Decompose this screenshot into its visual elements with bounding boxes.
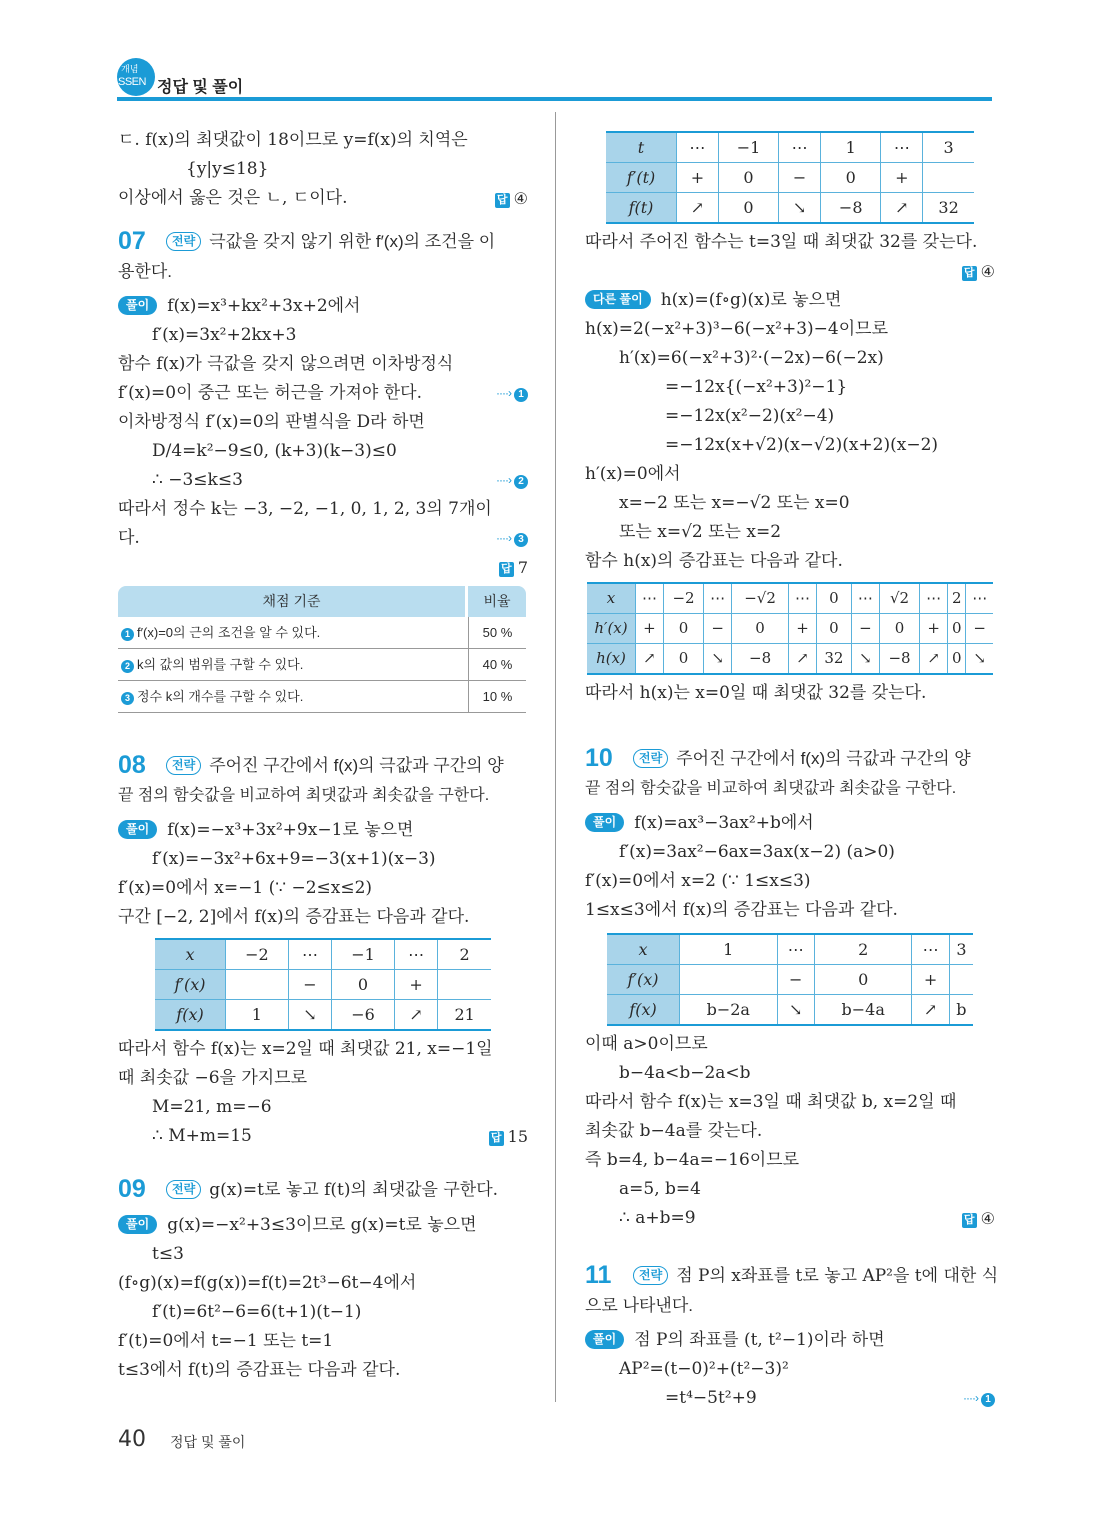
table-cell: f′(t) (606, 163, 677, 193)
question-number: 10 (585, 744, 613, 772)
text-line: f′(t)=0에서 t=−1 또는 t=1 (118, 1331, 334, 1351)
table-cell: ⋯ (912, 934, 949, 965)
table-cell: b−2a (680, 995, 778, 1026)
table-cell: + (881, 163, 923, 193)
q08-strategy: 08 전략 주어진 구간에서 f(x)의 극값과 구간의 양 (118, 751, 504, 779)
text-line: ∴ −3≤k≤3 ····› 2 (118, 466, 528, 495)
text-line: 용한다. (118, 262, 172, 281)
q07-solution-start: 풀이 f(x)=x³+kx²+3x+2에서 (118, 292, 528, 321)
table-cell: − (288, 970, 331, 1000)
table-cell: ⋯ (966, 583, 993, 614)
table-cell: ⋯ (677, 132, 719, 163)
q09-solution-start: 풀이 g(x)=−x²+3≤3이므로 g(x)=t로 놓으면 (118, 1211, 528, 1240)
table-cell: −6 (332, 1000, 395, 1031)
table-cell: 0 (816, 583, 851, 614)
text-line: 따라서 정수 k는 −3, −2, −1, 0, 1, 2, 3의 7개이 (118, 499, 492, 519)
page-header (117, 58, 992, 102)
table-cell: + (636, 614, 664, 644)
answer-icon: 답 (495, 193, 510, 208)
text-line: (f∘g)(x)=f(g(x))=f(t)=2t³−6t−4에서 (118, 1273, 417, 1293)
text-line: =−12x(x²−2)(x²−4) (665, 406, 835, 426)
table-cell: ⋯ (288, 939, 331, 970)
text-line: f′(t)=6t²−6=6(t+1)(t−1) (152, 1302, 362, 1322)
table-cell: ↗ (636, 644, 664, 675)
page-number: 40 (118, 1427, 146, 1452)
solution-badge: 풀이 (118, 1215, 157, 1234)
solution-badge: 풀이 (118, 296, 157, 315)
table-cell: ⋯ (851, 583, 879, 614)
table-cell: 0 (821, 163, 881, 193)
table-cell: ↗ (677, 193, 719, 224)
scoring-table: 채점 기준 비율 1 f′(x)=0의 근의 조건을 알 수 있다. 50 % 2 k의 값의 범위를 구할 수 있다. 40 % 3 정수 k의 개수를 구할 수 있다. 10 % (118, 586, 526, 713)
table-cell: 0 (718, 193, 778, 224)
q09-strategy: 09 전략 g(x)=t로 놓고 f(t)의 최댓값을 구한다. (118, 1175, 499, 1203)
answer-icon: 답 (499, 562, 514, 577)
text-line: 구간 [−2, 2]에서 f(x)의 증감표는 다음과 같다. (118, 907, 470, 927)
table-cell: ⋯ (881, 132, 923, 163)
table-cell: f(x) (607, 995, 680, 1026)
table-cell: −8 (821, 193, 881, 224)
table-cell: 32 (816, 644, 851, 675)
table-cell: + (677, 163, 719, 193)
table-cell: ⋯ (704, 583, 732, 614)
table-cell: 32 (923, 193, 974, 224)
footer-title: 정답 및 풀이 (170, 1434, 246, 1450)
table-cell: 1 (226, 1000, 289, 1031)
answer-mark: 답 ④ (962, 1204, 995, 1233)
q10-variation-table (607, 933, 973, 1026)
strategy-badge: 전략 (166, 756, 201, 775)
table-cell: ⋯ (789, 583, 817, 614)
table-cell: x (607, 934, 680, 965)
text-line: {y|y≤18} (186, 159, 269, 179)
table-cell: ↗ (789, 644, 817, 675)
table-cell: ↘ (704, 644, 732, 675)
column-divider (555, 112, 556, 1402)
table-cell: 0 (816, 614, 851, 644)
text-line: 끝 점의 함숫값을 비교하여 최댓값과 최솟값을 구한다. (585, 780, 957, 797)
answer-icon: 답 (489, 1131, 504, 1146)
text-line: ㄷ. f(x)의 최댓값이 18이므로 y=f(x)의 치역은 (118, 130, 468, 150)
text-line: 1≤x≤3에서 f(x)의 증감표는 다음과 같다. (585, 900, 898, 920)
table-cell: − (851, 614, 879, 644)
text-line: f′(x)=0에서 x=−1 (∵ −2≤x≤2) (118, 878, 373, 898)
text-line: h(x)=2(−x²+3)³−6(−x²+3)−4이므로 (585, 319, 889, 339)
table-cell (949, 965, 973, 995)
table-cell: 3 (949, 934, 973, 965)
table-row: 2 k의 값의 범위를 구할 수 있다. 40 % (118, 649, 526, 681)
table-cell: + (912, 965, 949, 995)
table-cell: −2 (226, 939, 289, 970)
strategy-badge: 전략 (166, 1180, 201, 1199)
text-line: =−12x(x+√2)(x−√2)(x+2)(x−2) (665, 435, 939, 455)
question-number: 07 (118, 227, 146, 255)
h-variation-table (587, 582, 993, 675)
text-line: 이상에서 옳은 것은 ㄴ, ㄷ이다. 답 ④ (118, 184, 528, 213)
text-line: 최솟값 b−4a를 갖는다. (585, 1121, 763, 1141)
table-cell: ↘ (779, 193, 821, 224)
text-line: f′(x)=3x²+2kx+3 (152, 325, 297, 345)
text-line: 때 최솟값 −6을 가지므로 (118, 1068, 308, 1088)
alt-solution-start: 다른 풀이 h(x)=(f∘g)(x)로 놓으면 (585, 286, 995, 315)
q08-variation-table (155, 938, 491, 1031)
text-line: 함수 f(x)가 극값을 갖지 않으려면 이차방정식 (118, 354, 454, 374)
left-column (118, 126, 528, 1385)
table-cell: t (606, 132, 677, 163)
q07-strategy: 07 전략 극값을 갖지 않기 위한 f′(x)의 조건을 이 (118, 227, 496, 255)
table-row: 1 f′(x)=0의 근의 조건을 알 수 있다. 50 % (118, 617, 526, 649)
text-line: 으로 나타낸다. (585, 1296, 693, 1315)
text-line (585, 257, 995, 286)
text-line: =−12x{(−x²+3)²−1} (665, 377, 848, 397)
table-cell: x (155, 939, 226, 970)
table-cell: + (920, 614, 948, 644)
text-line (118, 553, 528, 582)
answer-mark: 답 ④ (962, 257, 995, 286)
solution-badge: 풀이 (585, 813, 624, 832)
table-cell: ↘ (288, 1000, 331, 1031)
table-cell: −1 (332, 939, 395, 970)
text-line: f′(x)=0에서 x=2 (∵ 1≤x≤3) (585, 871, 811, 891)
table-cell: 0 (663, 644, 703, 675)
table-cell: f(x) (155, 1000, 226, 1031)
table-cell: x (587, 583, 636, 614)
text-line: h′(x)=0에서 (585, 464, 681, 484)
alt-solution-badge: 다른 풀이 (585, 290, 651, 309)
question-number: 09 (118, 1175, 146, 1203)
q10-solution-start: 풀이 f(x)=ax³−3ax²+b에서 (585, 809, 995, 838)
table-cell: b (949, 995, 973, 1026)
text-line: 따라서 h(x)는 x=0일 때 최댓값 32를 갖는다. (585, 683, 927, 703)
answer-icon: 답 (962, 1213, 977, 1228)
text-line: AP²=(t−0)²+(t²−3)² (619, 1359, 789, 1379)
table-cell: 21 (438, 1000, 491, 1031)
table-row: 3 정수 k의 개수를 구할 수 있다. 10 % (118, 681, 526, 713)
q11-strategy: 11 전략 점 P의 x좌표를 t로 놓고 AP²을 t에 대한 식 (585, 1261, 999, 1289)
table-cell: ↘ (966, 644, 993, 675)
table-cell: + (394, 970, 437, 1000)
brand-logo: 개념 SSEN (117, 58, 155, 96)
table-cell: −8 (732, 644, 789, 675)
table-cell: 0 (879, 614, 919, 644)
table-cell: 0 (718, 163, 778, 193)
table-cell: ⋯ (920, 583, 948, 614)
text-line: 따라서 함수 f(x)는 x=2일 때 최댓값 21, x=−1일 (118, 1039, 493, 1059)
text-line: 따라서 주어진 함수는 t=3일 때 최댓값 32를 갖는다. (585, 232, 978, 252)
text-line: 다. ····› 3 (118, 524, 528, 553)
question-number: 11 (585, 1261, 612, 1289)
header-rule (117, 97, 992, 101)
table-cell: ↗ (394, 1000, 437, 1031)
table-cell (226, 970, 289, 1000)
q11-solution-start: 풀이 점 P의 좌표를 (t, t²−1)이라 하면 (585, 1326, 995, 1355)
text-line: D/4=k²−9≤0, (k+3)(k−3)≤0 (152, 441, 397, 461)
text-line: =t⁴−5t²+9 ····› 1 (585, 1384, 995, 1413)
text-line: M=21, m=−6 (152, 1097, 272, 1117)
table-cell: 0 (948, 644, 966, 675)
solution-badge: 풀이 (118, 820, 157, 839)
table-cell: 3 (923, 132, 974, 163)
table-cell: −2 (663, 583, 703, 614)
table-cell: h′(x) (587, 614, 636, 644)
step-marker-1: ····› 1 (963, 1384, 995, 1413)
table-cell: f′(x) (607, 965, 680, 995)
text-line: t≤3 (152, 1244, 184, 1264)
text-line: 이때 a>0이므로 (585, 1034, 708, 1054)
table-cell (680, 965, 778, 995)
text-line: ∴ a+b=9 답 ④ (585, 1204, 995, 1233)
table-cell: ↗ (881, 193, 923, 224)
strategy-badge: 전략 (633, 749, 668, 768)
table-cell: 0 (732, 614, 789, 644)
answer-mark: 답 15 (489, 1122, 528, 1151)
table-cell: 2 (948, 583, 966, 614)
table-cell: − (966, 614, 993, 644)
step-marker-1: ····› 1 (496, 379, 528, 408)
table-cell: ⋯ (777, 934, 814, 965)
answer-mark: 답 ④ (495, 184, 528, 213)
text-line: a=5, b=4 (619, 1179, 701, 1199)
text-line: 함수 h(x)의 증감표는 다음과 같다. (585, 551, 843, 571)
table-cell: 2 (438, 939, 491, 970)
text-line: h′(x)=6(−x²+3)²·(−2x)−6(−2x) (619, 348, 884, 368)
right-column (585, 131, 999, 1413)
step-marker-2: ····› 2 (496, 466, 528, 495)
table-cell: − (704, 614, 732, 644)
table-cell: b−4a (814, 995, 912, 1026)
table-cell: − (779, 163, 821, 193)
text-line: f′(x)=3ax²−6ax=3ax(x−2) (a>0) (619, 842, 895, 862)
table-cell: √2 (879, 583, 919, 614)
q10-strategy: 10 전략 주어진 구간에서 f(x)의 극값과 구간의 양 (585, 744, 971, 772)
table-cell: ⋯ (394, 939, 437, 970)
q09-variation-table (606, 131, 974, 224)
q08-solution-start: 풀이 f(x)=−x³+3x²+9x−1로 놓으면 (118, 816, 528, 845)
table-cell: ↘ (777, 995, 814, 1026)
header-title: 정답 및 풀이 (157, 79, 244, 96)
table-cell (923, 163, 974, 193)
table-cell: 0 (948, 614, 966, 644)
table-cell: − (777, 965, 814, 995)
text-line: f′(x)=−3x²+6x+9=−3(x+1)(x−3) (152, 849, 436, 869)
table-cell: ↘ (851, 644, 879, 675)
strategy-badge: 전략 (166, 232, 201, 251)
text-line: 또는 x=√2 또는 x=2 (619, 522, 782, 542)
table-cell: −√2 (732, 583, 789, 614)
text-line: 끝 점의 함숫값을 비교하여 최댓값과 최솟값을 구한다. (118, 787, 490, 804)
text-line: ∴ M+m=15 답 15 (118, 1122, 528, 1151)
solution-badge: 풀이 (585, 1330, 624, 1349)
table-cell: ⋯ (636, 583, 664, 614)
table-cell: 0 (332, 970, 395, 1000)
text-line: f′(x)=0이 중근 또는 허근을 가져야 한다. ····› 1 (118, 379, 528, 408)
table-cell: 2 (814, 934, 912, 965)
table-cell: 0 (814, 965, 912, 995)
answer-icon: 답 (962, 266, 977, 281)
table-cell: 1 (821, 132, 881, 163)
table-cell (438, 970, 491, 1000)
text-line: x=−2 또는 x=−√2 또는 x=0 (619, 493, 850, 513)
table-cell: ↗ (912, 995, 949, 1026)
table-cell: f′(x) (155, 970, 226, 1000)
table-cell: + (789, 614, 817, 644)
text-line: t≤3에서 f(t)의 증감표는 다음과 같다. (118, 1360, 401, 1380)
text-line: b−4a<b−2a<b (619, 1063, 751, 1083)
table-cell: 0 (663, 614, 703, 644)
table-cell: f(t) (606, 193, 677, 224)
strategy-badge: 전략 (633, 1266, 668, 1285)
text-line: 따라서 함수 f(x)는 x=3일 때 최댓값 b, x=2일 때 (585, 1092, 957, 1112)
table-cell: h(x) (587, 644, 636, 675)
table-cell: ⋯ (779, 132, 821, 163)
step-marker-3: ····› 3 (496, 524, 528, 553)
text-line: 즉 b=4, b−4a=−16이므로 (585, 1150, 800, 1170)
table-cell: −1 (718, 132, 778, 163)
answer-mark: 답 7 (499, 553, 528, 582)
text-line: 이차방정식 f′(x)=0의 판별식을 D라 하면 (118, 412, 425, 432)
table-cell: ↗ (920, 644, 948, 675)
question-number: 08 (118, 751, 146, 779)
table-cell: 1 (680, 934, 778, 965)
table-cell: −8 (879, 644, 919, 675)
